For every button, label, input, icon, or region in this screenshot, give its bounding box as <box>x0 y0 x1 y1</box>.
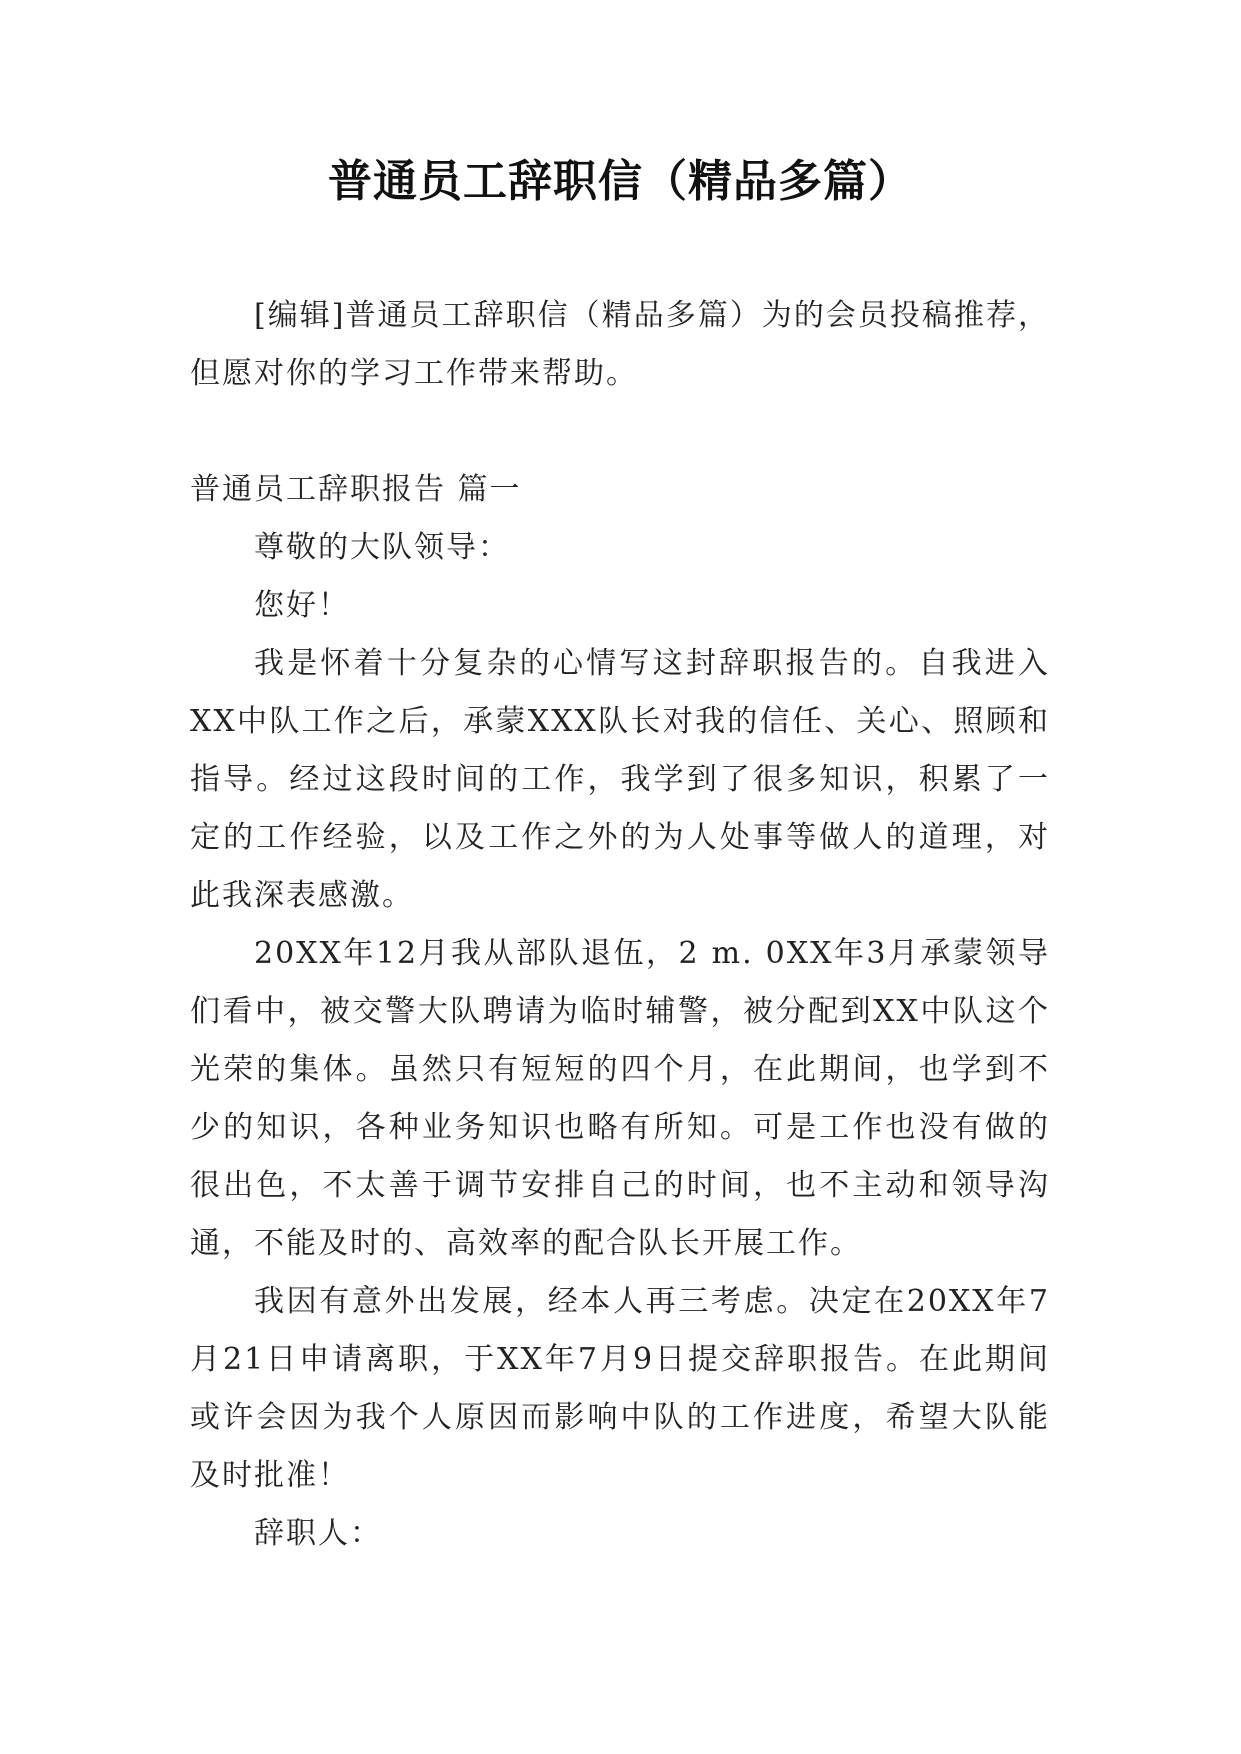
body-paragraph-2: 20XX年12月我从部队退伍，2 m. 0XX年3月承蒙领导们看中，被交警大队聘请为临时辅警，被分配到XX中队这个光荣的集体。虽然只有短短的四个月，在此期间，也学到不少的知识，各种业务知识也略有所知。可是工作也没有做的很出色，不太善于调节安排自己的时间，也不主动和领导沟通，不能及时的、高效率的配合队长开展工作。 <box>190 936 1050 1261</box>
body-paragraph-1: 我是怀着十分复杂的心情写这封辞职报告的。自我进入XX中队工作之后，承蒙XXX队长对我的信任、关心、照顾和指导。经过这段时间的工作，我学到了很多知识，积累了一定的工作经验，以及工作之外的为人处事等做人的道理，对此我深表感激。 <box>190 646 1050 913</box>
body-paragraph-3: 我因有意外出发展，经本人再三考虑。决定在20XX年7月21日申请离职，于XX年7月9日提交辞职报告。在此期间或许会因为我个人原因而影响中队的工作进度，希望大队能及时批准！ <box>190 1284 1050 1493</box>
document-body <box>190 287 1050 1563</box>
document-title: 普通员工辞职信（精品多篇） <box>328 156 913 207</box>
intro-paragraph: [编辑]普通员工辞职信（精品多篇）为的会员投稿推荐，但愿对你的学习工作带来帮助。 <box>190 298 1050 391</box>
salutation: 尊敬的大队领导： <box>254 530 510 565</box>
signature-label: 辞职人： <box>254 1516 382 1551</box>
greeting: 您好！ <box>254 588 350 623</box>
section-heading: 普通员工辞职报告 篇一 <box>190 472 522 507</box>
